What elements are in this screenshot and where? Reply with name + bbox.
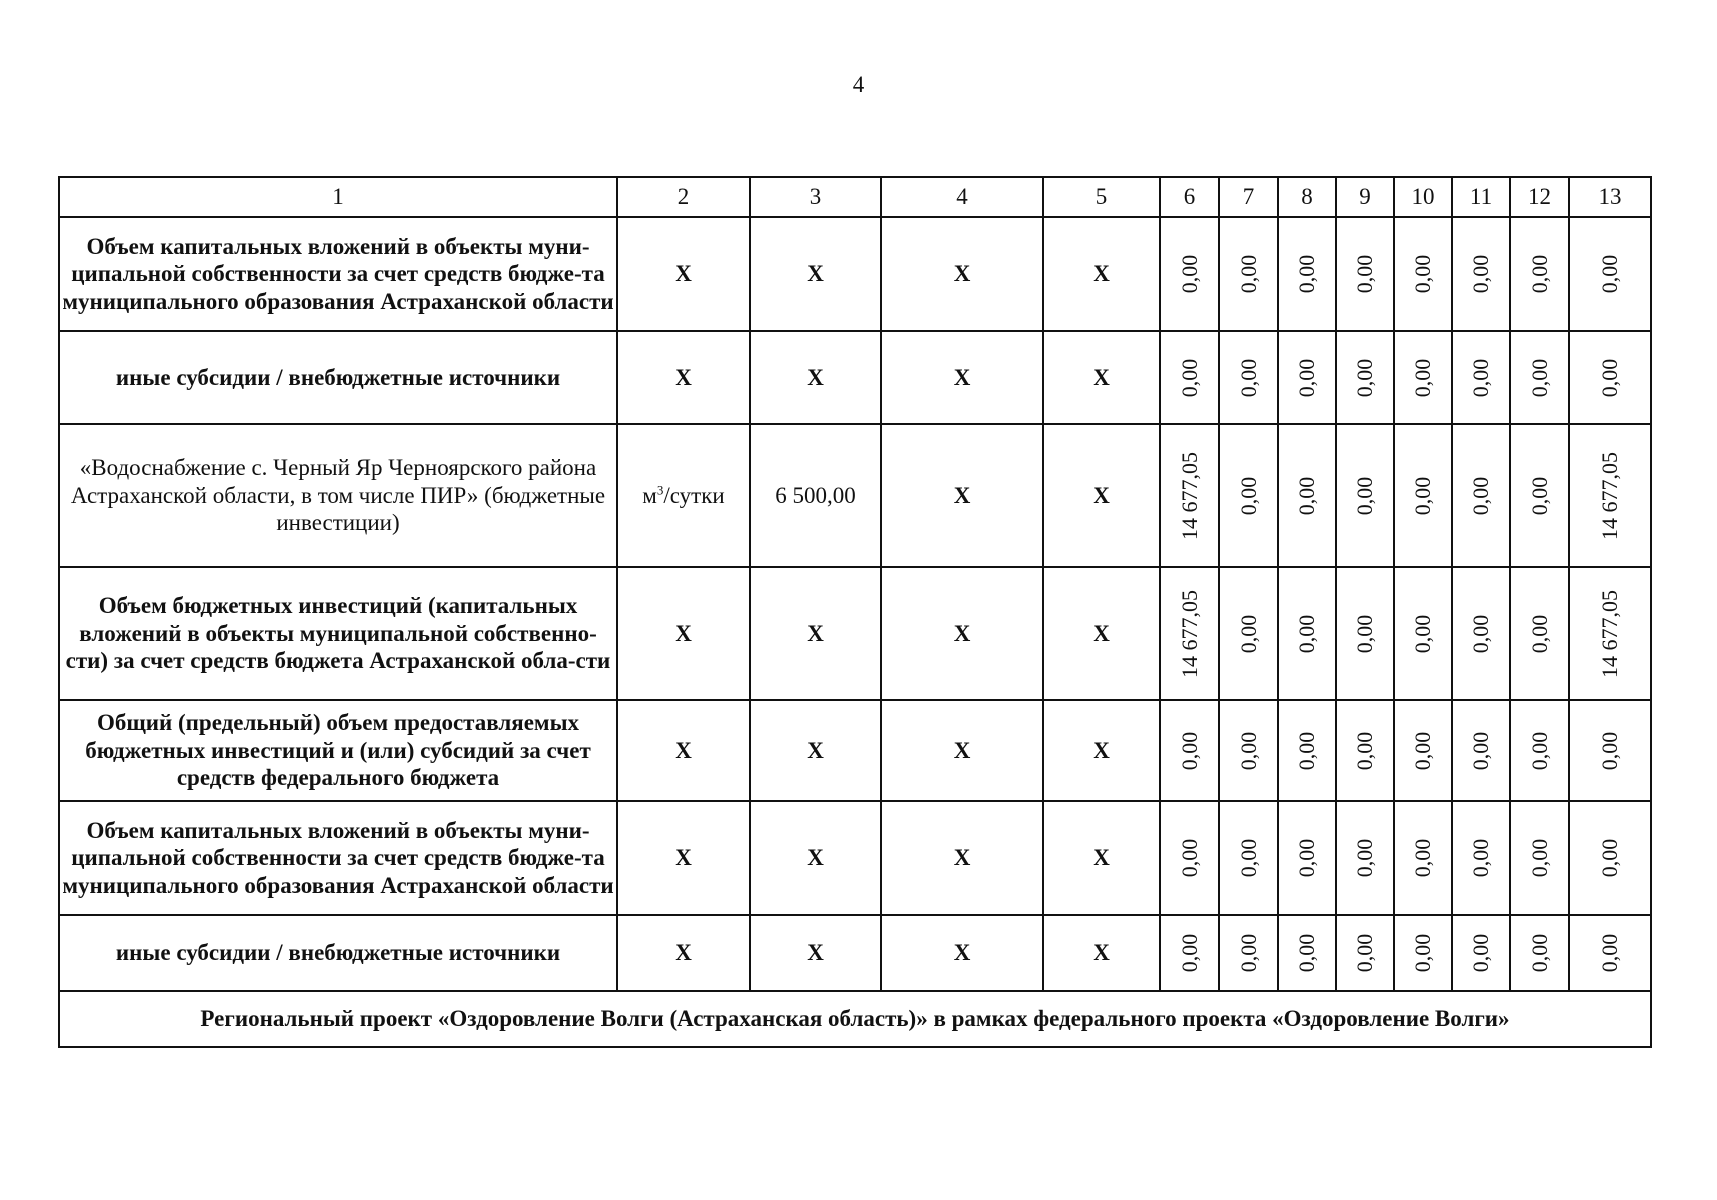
value-cell: [1336, 424, 1394, 567]
unit-base: м: [642, 482, 657, 508]
value-cell: [1160, 331, 1219, 424]
value-text: 0,00: [1176, 254, 1202, 294]
value-text: 0,00: [1176, 358, 1202, 397]
value-text: 0,00: [1409, 838, 1435, 878]
table-row: [59, 217, 1651, 331]
value-text: 0,00: [1409, 614, 1435, 653]
cell-capacity: X: [750, 217, 881, 331]
cell-col5: X: [1043, 700, 1160, 801]
value-cell: [1569, 915, 1651, 991]
value-text: 0,00: [1467, 254, 1493, 294]
value-text: 0,00: [1526, 838, 1552, 878]
value-text: 0,00: [1526, 476, 1552, 515]
value-cell: [1394, 700, 1452, 801]
value-cell: [1510, 915, 1569, 991]
value-cell: [1394, 424, 1452, 567]
header-cell: 11: [1452, 177, 1510, 217]
table-row: [59, 700, 1651, 801]
value-text: 0,00: [1467, 933, 1493, 973]
value-cell: [1278, 700, 1336, 801]
cell-col4: X: [881, 331, 1043, 424]
value-cell: [1219, 567, 1278, 700]
cell-col4: X: [881, 700, 1043, 801]
table-row: [59, 915, 1651, 991]
cell-col4: X: [881, 801, 1043, 915]
value-cell: [1394, 331, 1452, 424]
value-text: 0,00: [1409, 476, 1435, 515]
value-cell: [1219, 424, 1278, 567]
value-text: 0,00: [1351, 614, 1377, 653]
value-text: 0,00: [1596, 254, 1622, 294]
value-text: 0,00: [1293, 476, 1319, 515]
value-text: 0,00: [1596, 933, 1622, 973]
value-cell: [1278, 801, 1336, 915]
value-text: 0,00: [1235, 254, 1261, 294]
cell-capacity: X: [750, 915, 881, 991]
cell-capacity: X: [750, 567, 881, 700]
cell-unit: X: [617, 801, 750, 915]
value-cell: [1160, 217, 1219, 331]
value-cell: [1394, 567, 1452, 700]
value-text: 0,00: [1409, 358, 1435, 397]
cell-unit: X: [617, 217, 750, 331]
value-cell: [1452, 915, 1510, 991]
table-row: [59, 424, 1651, 567]
cell-capacity: X: [750, 331, 881, 424]
value-cell: [1336, 217, 1394, 331]
cell-unit: X: [617, 700, 750, 801]
value-cell: [1510, 331, 1569, 424]
row-name: иные субсидии / внебюджетные источники: [59, 915, 617, 991]
value-text: 0,00: [1235, 476, 1261, 515]
header-cell: 13: [1569, 177, 1651, 217]
value-text: 0,00: [1293, 614, 1319, 653]
value-text: 0,00: [1409, 731, 1435, 770]
value-text: 0,00: [1351, 254, 1377, 294]
value-cell: [1510, 567, 1569, 700]
value-cell: [1569, 801, 1651, 915]
value-cell: [1510, 700, 1569, 801]
value-cell: [1452, 801, 1510, 915]
value-cell: [1569, 424, 1651, 567]
value-cell: [1510, 801, 1569, 915]
value-cell: [1160, 915, 1219, 991]
cell-col5: X: [1043, 331, 1160, 424]
value-text: 0,00: [1235, 731, 1261, 770]
value-cell: [1219, 915, 1278, 991]
value-cell: [1278, 567, 1336, 700]
value-text: 0,00: [1467, 838, 1493, 878]
value-cell: [1452, 424, 1510, 567]
row-name: иные субсидии / внебюджетные источники: [59, 331, 617, 424]
value-cell: [1278, 331, 1336, 424]
value-cell: [1452, 217, 1510, 331]
value-text: 0,00: [1293, 731, 1319, 770]
row-name: Объем капитальных вложений в объекты муни-ципальной собственности за счет средств бюдже-та муниципального образования Астраханской области: [59, 801, 617, 915]
cell-unit: X: [617, 915, 750, 991]
value-text: 0,00: [1293, 838, 1319, 878]
value-text: 0,00: [1409, 254, 1435, 294]
value-cell: [1394, 801, 1452, 915]
page-number: 4: [852, 72, 865, 97]
header-cell: 9: [1336, 177, 1394, 217]
value-text: 14 677,05: [1176, 589, 1202, 678]
row-name: Объем капитальных вложений в объекты муни-ципальной собственности за счет средств бюдже-та муниципального образования Астраханской области: [59, 217, 617, 331]
value-cell: [1278, 424, 1336, 567]
value-text: 0,00: [1235, 358, 1261, 397]
value-text: 0,00: [1526, 933, 1552, 973]
value-text: 0,00: [1526, 731, 1552, 770]
value-cell: [1394, 915, 1452, 991]
value-text: 0,00: [1235, 614, 1261, 653]
value-text: 0,00: [1351, 476, 1377, 515]
value-text: 0,00: [1351, 933, 1377, 973]
value-text: 0,00: [1293, 358, 1319, 397]
cell-col5: X: [1043, 217, 1160, 331]
value-cell: [1452, 331, 1510, 424]
value-text: 0,00: [1467, 358, 1493, 397]
value-cell: [1510, 217, 1569, 331]
cell-capacity: 6 500,00: [750, 424, 881, 567]
cell-capacity: X: [750, 700, 881, 801]
value-text: 14 677,05: [1596, 589, 1622, 678]
value-cell: [1336, 567, 1394, 700]
value-text: 0,00: [1409, 933, 1435, 973]
unit-rest: /сутки: [663, 482, 725, 508]
value-text: 0,00: [1176, 838, 1202, 878]
value-text: 0,00: [1596, 358, 1622, 397]
value-cell: [1219, 217, 1278, 331]
value-text: 0,00: [1467, 614, 1493, 653]
value-cell: [1160, 567, 1219, 700]
value-cell: [1569, 700, 1651, 801]
value-text: 0,00: [1176, 731, 1202, 770]
header-cell: 12: [1510, 177, 1569, 217]
value-text: 14 677,05: [1176, 451, 1202, 540]
value-cell: [1219, 801, 1278, 915]
value-text: 0,00: [1293, 933, 1319, 973]
header-cell: 8: [1278, 177, 1336, 217]
table-row: [59, 801, 1651, 915]
value-text: 0,00: [1526, 254, 1552, 294]
value-text: 0,00: [1293, 254, 1319, 294]
header-cell: 7: [1219, 177, 1278, 217]
value-cell: [1336, 915, 1394, 991]
value-text: 0,00: [1526, 358, 1552, 397]
value-text: 0,00: [1596, 731, 1622, 770]
cell-col4: X: [881, 915, 1043, 991]
header-cell: 3: [750, 177, 881, 217]
value-cell: [1394, 217, 1452, 331]
value-text: 0,00: [1176, 933, 1202, 973]
cell-col5: X: [1043, 801, 1160, 915]
section-title: Региональный проект «Оздоровление Волги (Астраханская область)» в рамках федерального проекта «Оздоровление Волги»: [59, 991, 1651, 1047]
value-text: 14 677,05: [1596, 451, 1622, 540]
value-cell: [1160, 424, 1219, 567]
value-cell: [1569, 567, 1651, 700]
table-row: [59, 567, 1651, 700]
header-row: [59, 177, 1651, 217]
value-cell: [1452, 567, 1510, 700]
header-cell: 4: [881, 177, 1043, 217]
cell-col5: X: [1043, 915, 1160, 991]
value-cell: [1510, 424, 1569, 567]
value-cell: [1452, 700, 1510, 801]
value-text: 0,00: [1526, 614, 1552, 653]
cell-col5: X: [1043, 424, 1160, 567]
value-text: 0,00: [1467, 476, 1493, 515]
section-row: [59, 991, 1651, 1047]
value-cell: [1569, 331, 1651, 424]
value-cell: [1160, 801, 1219, 915]
value-text: 0,00: [1235, 933, 1261, 973]
cell-col4: X: [881, 567, 1043, 700]
header-cell: 5: [1043, 177, 1160, 217]
cell-unit: [617, 424, 750, 567]
value-cell: [1278, 217, 1336, 331]
budget-table: [58, 176, 1652, 1048]
table-row: [59, 331, 1651, 424]
cell-col5: X: [1043, 567, 1160, 700]
row-name: «Водоснабжение с. Черный Яр Черноярского района Астраханской области, в том числе ПИР» (бюджетные инвестиции): [59, 424, 617, 567]
value-text: 0,00: [1351, 838, 1377, 878]
value-cell: [1219, 331, 1278, 424]
value-cell: [1336, 700, 1394, 801]
cell-capacity: X: [750, 801, 881, 915]
value-text: 0,00: [1596, 838, 1622, 878]
value-cell: [1278, 915, 1336, 991]
value-cell: [1336, 801, 1394, 915]
header-cell: 6: [1160, 177, 1219, 217]
value-text: 0,00: [1351, 731, 1377, 770]
value-text: 0,00: [1235, 838, 1261, 878]
cell-col4: X: [881, 217, 1043, 331]
value-cell: [1160, 700, 1219, 801]
unit-sup: 3: [656, 482, 664, 498]
value-cell: [1219, 700, 1278, 801]
row-name: Объем бюджетных инвестиций (капитальных вложений в объекты муниципальной собственно-сти) за счет средств бюджета Астраханской обла-сти: [59, 567, 617, 700]
cell-unit: X: [617, 331, 750, 424]
header-cell: 2: [617, 177, 750, 217]
value-text: 0,00: [1351, 358, 1377, 397]
row-name: Общий (предельный) объем предоставляемых бюджетных инвестиций и (или) субсидий за счет средств федерального бюджета: [59, 700, 617, 801]
value-cell: [1336, 331, 1394, 424]
cell-col4: X: [881, 424, 1043, 567]
header-cell: 1: [59, 177, 617, 217]
value-text: 0,00: [1467, 731, 1493, 770]
cell-unit: X: [617, 567, 750, 700]
header-cell: 10: [1394, 177, 1452, 217]
value-cell: [1569, 217, 1651, 331]
